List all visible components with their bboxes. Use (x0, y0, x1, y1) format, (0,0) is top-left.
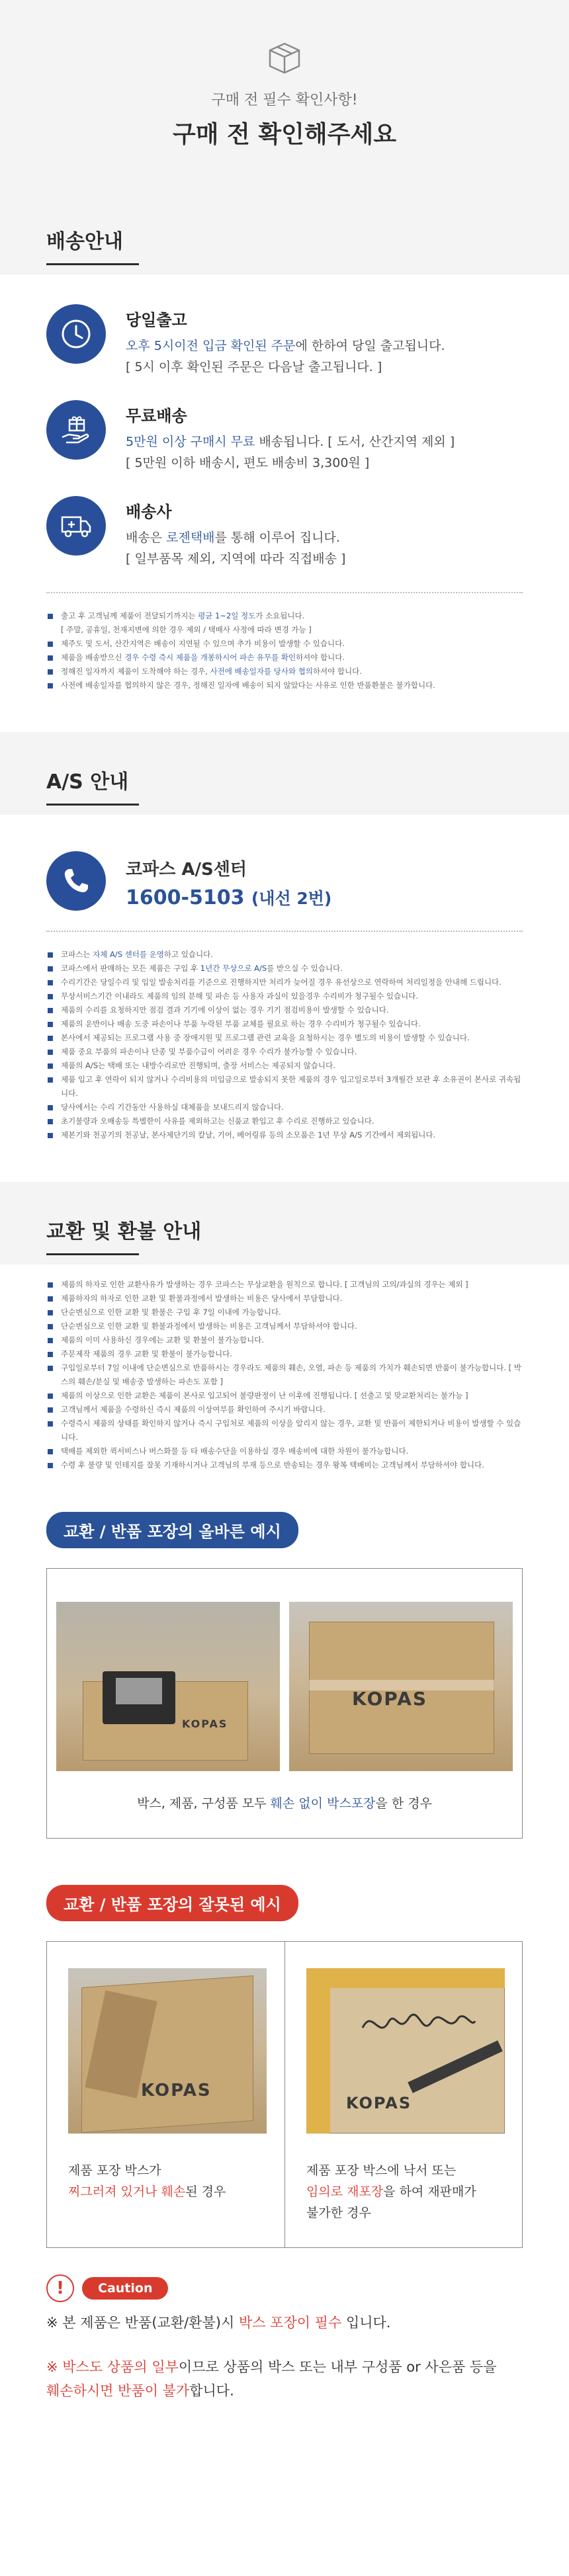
note-item: 제품의 이미 사용하신 경우에는 교환 및 환불이 불가능합니다. (46, 1333, 523, 1347)
delivery-item-free-shipping (46, 400, 523, 474)
correct-example-caption: 박스, 제품, 구성품 모두 훼손 없이 박스포장을 한 경우 (137, 1796, 432, 1811)
note-item: 사전에 배송일자를 협의하지 않은 경우, 정해진 일자에 배송이 되지 않았다는 사유로 인한 반품환불은 불가합니다. (46, 679, 523, 692)
wrong-example-caption: 제품 포장 박스가 찌그러져 있거나 훼손된 경우 (68, 2163, 226, 2199)
truck-icon (46, 496, 106, 556)
note-item: 수리기간은 당일수리 및 입일 발송처리를 기준으로 진행하지만 처리가 늦어질 경우 유선상으로 연락하여 처리일정을 안내해 드립니다. (46, 976, 523, 989)
note-item: 출고 후 고객님께 제품이 전달되기까지는 평균 1~2일 정도가 소요됩니다. (46, 609, 523, 623)
as-center-name: 코파스 A/S센터 (126, 859, 247, 880)
delivery-section-header (0, 192, 569, 274)
note-item: 단순변심으로 인한 교환 및 환불과정에서 발생하는 비용은 고객님께서 부담하셔야 합니다. (46, 1319, 523, 1333)
delivery-item-same-day (46, 304, 523, 378)
clock-icon (46, 304, 106, 364)
note-item: 고객님께서 제품을 수령하신 즉시 제품의 이상여부를 확인하여 주시기 바랍니다. (46, 1403, 523, 1417)
note-item: 제품 입고 후 연락이 되지 않거나 수리비용의 미입금으로 발송되지 못한 제품의 경우 입고일로부터 3개월간 보관 후 소유권이 본사로 귀속됩니다. (46, 1073, 523, 1101)
delivery-item-line2: [ 일부품목 제외, 지역에 따라 직접배송 ] (126, 552, 346, 566)
exchange-notes (46, 1278, 523, 1472)
note-item: 제품의 A/S는 택배 또는 내방수리로만 진행되며, 출장 서비스는 제공되지 않습니다. (46, 1059, 523, 1073)
as-heading: A/S 안내 (46, 770, 129, 794)
gift-hand-icon (46, 400, 106, 460)
note-item: 단순변심으로 인한 교환 및 환불은 구입 후 7일 이내에 가능합니다. (46, 1306, 523, 1319)
delivery-item-line2: [ 5시 이후 확인된 주문은 다음날 출고됩니다. ] (126, 360, 382, 374)
heading-underline (46, 263, 139, 265)
caution-tag: Caution (82, 2277, 168, 2300)
note-item: 무상서비스기간 이내라도 제품의 임의 분해 및 파손 등 사용자 과실이 있을경우 수리비가 청구될수 있습니다. (46, 989, 523, 1003)
as-center-contact (46, 851, 523, 911)
package-icon (266, 40, 303, 77)
note-item: 코파스는 자체 A/S 센터를 운영하고 있습니다. (46, 948, 523, 962)
sealed-box-photo: KOPAS (289, 1602, 513, 1771)
note-item: 구입일로부터 7일 이내에 단순변심으로 반품하시는 경우라도 제품의 훼손, 오염, 파손 등 제품의 가치가 훼손되면 반품이 불가능합니다. [ 박스의 훼손/분실 및 배송중 발생하는 파손도 포함 ] (46, 1361, 523, 1389)
delivery-item-line2: [ 5만원 이하 배송시, 편도 배송비 3,300원 ] (126, 456, 370, 470)
note-item: 제품의 수리를 요청하지만 점검 결과 기기에 이상이 없는 경우 기기 점검비용이 발생할 수 있습니다. (46, 1003, 523, 1017)
wrong-example-damaged (47, 1942, 284, 2247)
wrong-example-label: 교환 / 반품 포장의 잘못된 예시 (46, 1885, 298, 1921)
note-item: 제품의 운반이나 배송 도중 파손이나 부품 누락된 부품 교체를 필요로 하는 경우 수리비가 청구될수 있습니다. (46, 1017, 523, 1031)
open-box-photo: KOPAS (56, 1602, 280, 1771)
note-item: 제품을 배송받으신 경우 수령 즉시 제품을 개봉하시어 파손 유무를 확인하셔야 합니다. (46, 651, 523, 665)
page-hero (0, 0, 569, 192)
delivery-item-line1: 배송은 로젠택배를 통해 이루어 집니다. (126, 530, 340, 545)
note-item: 제품의 하자로 인한 교환사유가 발생하는 경우 코파스는 무상교환을 원칙으로 합니다. [ 고객님의 고의/과실의 경우는 제외 ] (46, 1278, 523, 1292)
delivery-item-carrier (46, 496, 523, 569)
page-title: 구매 전 확인해주세요 (172, 121, 397, 148)
as-section-header (0, 732, 569, 815)
dotted-divider (46, 931, 523, 932)
note-item: 정해진 일자까지 제품이 도착해야 하는 경우, 사전에 배송일자를 당사와 협의하셔야 합니다. (46, 665, 523, 679)
note-item: 초기불량과 오배송등 특별한이 사유를 제외하고는 신품교 환입고 후 수리로 진행하고 있습니다. (46, 1114, 523, 1128)
note-item: [ 주말, 공휴일, 천재지변에 의한 경우 제외 / 택배사 사정에 따라 변경 가능 ] (61, 625, 312, 634)
note-item: 택배를 제외한 퀵서비스나 버스화물 등 타 배송수단을 이용하실 경우 배송비에 대한 차원이 불가능합니다. (46, 1444, 523, 1458)
wrong-example-scribbled (284, 1942, 522, 2247)
delivery-heading: 배송안내 (46, 230, 123, 253)
note-item: 제주도 및 도서, 산간지역은 배송이 지연될 수 있으며 추가 비용이 발생할 수 있습니다. (46, 637, 523, 651)
exchange-section-header (0, 1182, 569, 1265)
caution-header (46, 2274, 523, 2302)
note-item: 제품의 이상으로 인한 교환은 제품이 본사로 입고되어 불량판정이 난 이후에 진행됩니다. [ 선출고 및 맞교환처리는 불가능 ] (46, 1389, 523, 1403)
correct-example-label: 교환 / 반품 포장의 올바른 예시 (46, 1512, 298, 1548)
heading-underline (46, 1253, 139, 1255)
note-item: 수령즉시 제품의 상태를 확인하지 않거나 즉시 구입처로 제품의 이상을 알리지 않는 경우, 교환 및 반품이 제한되거나 비용이 발생할 수 있습니다. (46, 1417, 523, 1444)
note-item: 당사에서는 수리 기간동안 사용하실 대체품을 보내드리지 않습니다. (46, 1101, 523, 1114)
heading-underline (46, 804, 139, 806)
exchange-section (0, 1265, 569, 2442)
as-section (0, 815, 569, 1182)
scribbled-box-photo: KOPAS (306, 1968, 505, 2134)
as-notes (46, 948, 523, 1142)
note-item: 코파스에서 판매하는 모든 제품은 구입 후 1년간 무상으로 A/S를 받으실 수 있습니다. (46, 962, 523, 976)
note-item: 제품 중요 부품의 파손이나 단종 및 부품수급이 어려운 경우 수리가 불가능할 수 있습니다. (46, 1045, 523, 1059)
as-phone-number[interactable]: 1600-5103 (내선 2번) (126, 886, 332, 909)
caution-line-2: ※ 박스도 상품의 일부이므로 상품의 박스 또는 내부 구성품 or 사은품 등을 훼손하시면 반품이 불가합니다. (46, 2359, 497, 2399)
delivery-item-line1: 5만원 이상 구매시 무료 배송됩니다. [ 도서, 산간지역 제외 ] (126, 435, 455, 449)
delivery-item-line1: 오후 5시이전 입금 확인된 주문에 한하여 당일 출고됩니다. (126, 339, 445, 353)
dotted-divider (46, 592, 523, 593)
caution-line-1: ※ 본 제품은 반품(교환/환불)시 박스 포장이 필수 입니다. (46, 2315, 391, 2331)
phone-icon (46, 851, 106, 911)
delivery-section (0, 274, 569, 732)
note-item: 본사에서 제공되는 프로그램 사용 중 장애지원 및 프로그램 관련 교육을 요청하시는 경우 별도의 비용이 발생할 수 있습니다. (46, 1031, 523, 1045)
damaged-box-photo: KOPAS (68, 1968, 267, 2134)
note-item: 제품하자의 하자로 인한 교환 및 환불과정에서 발생하는 비용은 당사에서 부담합니다. (46, 1292, 523, 1306)
page-subtitle: 구매 전 필수 확인사항! (211, 92, 358, 108)
wrong-example-caption: 제품 포장 박스에 낙서 또는 임의로 재포장을 하여 재판매가 불가한 경우 (306, 2163, 476, 2220)
warning-icon: ! (46, 2274, 74, 2302)
note-item: 주문제작 제품의 경우 교환 및 환불이 불가능합니다. (46, 1347, 523, 1361)
wrong-example-box (46, 1941, 523, 2248)
delivery-item-title: 당일출고 (126, 311, 187, 329)
note-item: 수령 후 불량 및 인테지를 잘못 기재하시거나 고객님의 부재 등으로 반송되는 경우 왕복 택배비는 고객님께서 부담하셔야 합니다. (46, 1458, 523, 1472)
delivery-notes (46, 609, 523, 692)
note-item: 제본기와 천공기의 천공날, 본사제단기의 칼날, 기어, 베어링류 등의 소모품은 1년 무상 A/S 기간에서 제외됩니다. (46, 1128, 523, 1142)
exchange-heading: 교환 및 환불 안내 (46, 1220, 202, 1243)
correct-example-box (46, 1568, 523, 1839)
delivery-item-title: 무료배송 (126, 407, 187, 425)
delivery-item-title: 배송사 (126, 503, 172, 521)
